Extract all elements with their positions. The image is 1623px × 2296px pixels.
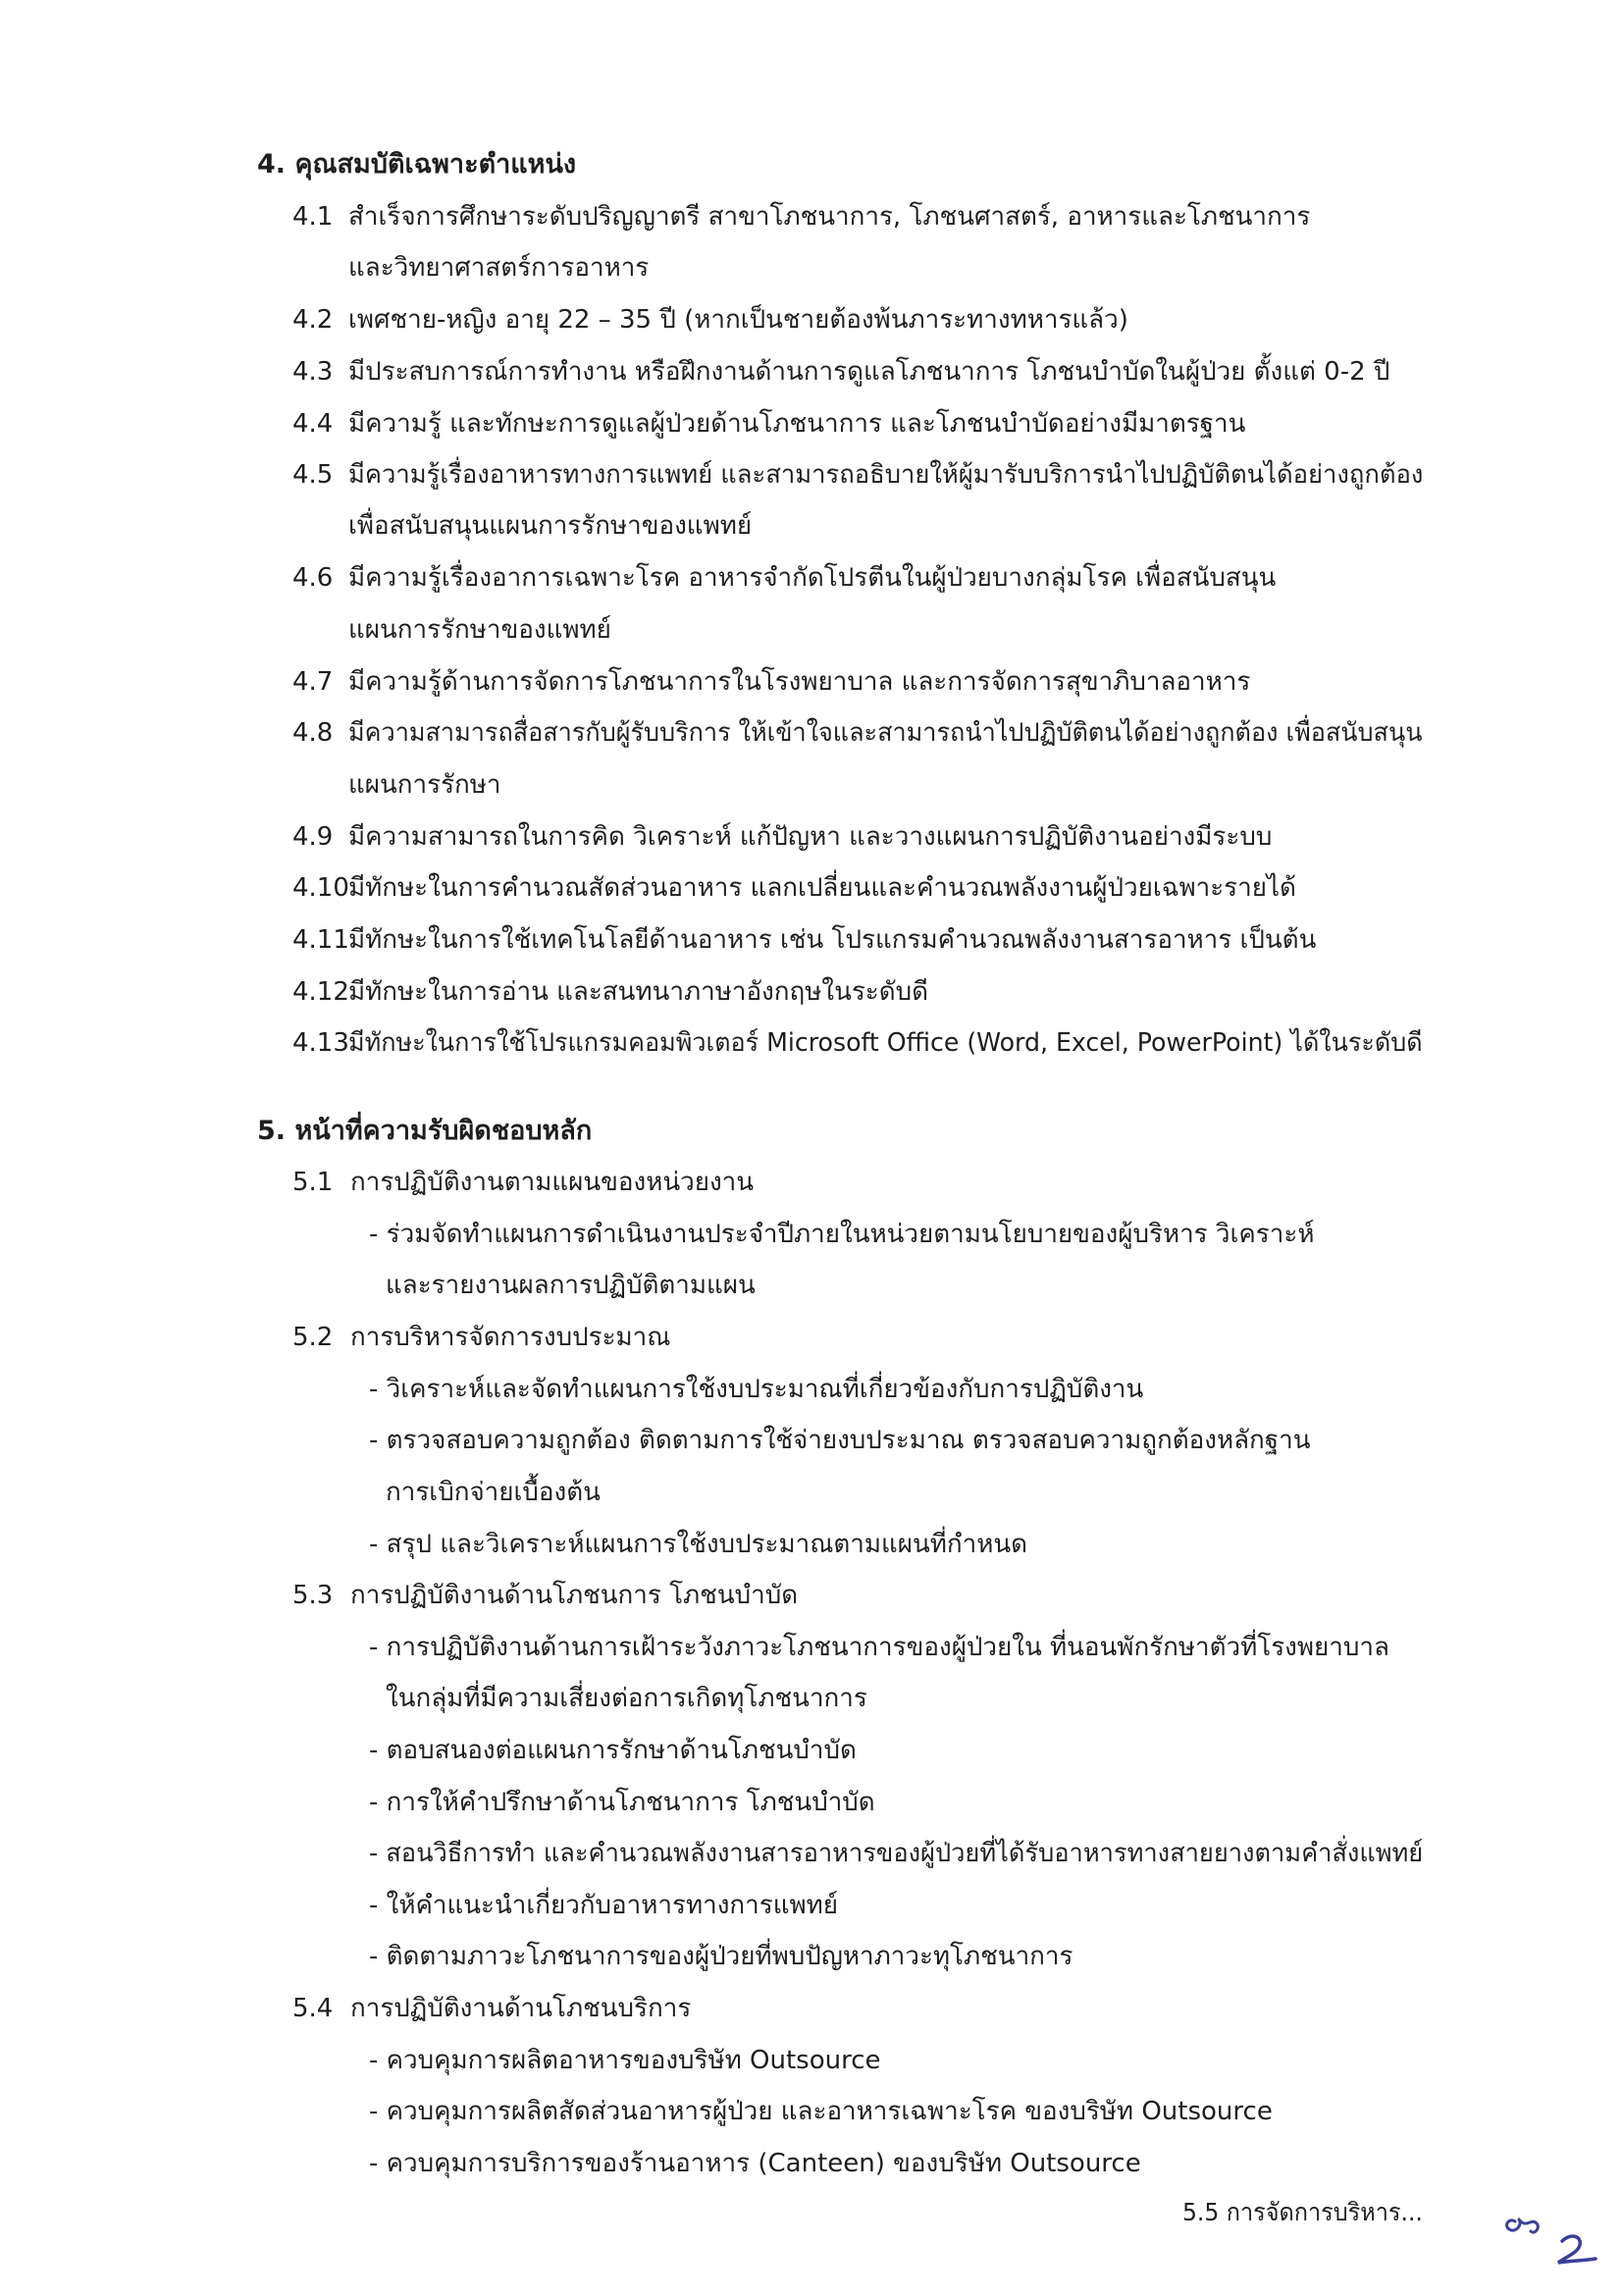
item-number: 4.13	[292, 1028, 349, 1058]
item-number: 4.6	[292, 563, 334, 593]
item-text: มีความรู้เรื่องอาหารทางการแพทย์ และสามารถอธิบายให้ผู้มารับบริการนำไปปฏิบัติตนได้อย่างถูกต้อง	[348, 460, 1424, 490]
bullet-item: - สรุป และวิเคราะห์แผนการใช้งบประมาณตามแผนที่กำหนด	[369, 1530, 1028, 1559]
bullet-item-continued: และรายงานผลการปฏิบัติตามแผน	[386, 1271, 756, 1300]
item-text-continued: และวิทยาศาสตร์การอาหาร	[348, 253, 650, 283]
bullet-item: - การให้คำปรึกษาด้านโภชนาการ โภชนบำบัด	[369, 1788, 875, 1817]
item-text: มีความสามารถสื่อสารกับผู้รับบริการ ให้เข้าใจและสามารถนำไปปฏิบัติตนได้อย่างถูกต้อง เพื่อสนับสนุน	[348, 718, 1423, 748]
subsection-number: 5.4	[292, 1994, 334, 2023]
item-number: 4.1	[292, 202, 334, 232]
item-text: มีความรู้เรื่องอาการเฉพาะโรค อาหารจำกัดโปรตีนในผู้ป่วยบางกลุ่มโรค เพื่อสนับสนุน	[348, 563, 1277, 593]
subsection-number: 5.1	[292, 1168, 334, 1197]
subsection-number: 5.2	[292, 1323, 334, 1352]
item-text: มีทักษะในการใช้โปรแกรมคอมพิวเตอร์ Microsoft Office (Word, Excel, PowerPoint) ได้ในระดับดี	[348, 1028, 1423, 1058]
item-number: 4.4	[292, 409, 334, 439]
bullet-item-continued: การเบิกจ่ายเบื้องต้น	[386, 1478, 601, 1507]
item-number: 4.3	[292, 357, 334, 387]
continuation-marker: 5.5 การจัดการบริหาร...	[1182, 2198, 1423, 2226]
bullet-item: - ตอบสนองต่อแผนการรักษาด้านโภชนบำบัด	[369, 1736, 857, 1765]
section-5-heading: 5. หน้าที่ความรับผิดชอบหลัก	[257, 1116, 593, 1146]
subsection-title: การปฏิบัติงานด้านโภชนบริการ	[350, 1994, 692, 2023]
section-4-heading: 4. คุณสมบัติเฉพาะตำแหน่ง	[257, 149, 577, 180]
item-number: 4.8	[292, 718, 334, 748]
bullet-item: - วิเคราะห์และจัดทำแผนการใช้งบประมาณที่เกี่ยวข้องกับการปฏิบัติงาน	[369, 1375, 1144, 1404]
bullet-item: - ควบคุมการผลิตอาหารของบริษัท Outsource	[369, 2046, 881, 2075]
subsection-title: การปฏิบัติงานด้านโภชนการ โภชนบำบัด	[350, 1581, 799, 1610]
item-text: มีประสบการณ์การทำงาน หรือฝึกงานด้านการดูแลโภชนาการ โภชนบำบัดในผู้ป่วย ตั้งแต่ 0-2 ปี	[348, 357, 1390, 387]
bullet-item: - ร่วมจัดทำแผนการดำเนินงานประจำปีภายในหน่วยตามนโยบายของผู้บริหาร วิเคราะห์	[369, 1220, 1315, 1249]
item-text: มีความรู้ และทักษะการดูแลผู้ป่วยด้านโภชนาการ และโภชนบำบัดอย่างมีมาตรฐาน	[348, 409, 1246, 439]
handwritten-initials	[1501, 2208, 1609, 2276]
bullet-item: - ตรวจสอบความถูกต้อง ติดตามการใช้จ่ายงบประมาณ ตรวจสอบความถูกต้องหลักฐาน	[369, 1426, 1311, 1455]
subsection-title: การปฏิบัติงานตามแผนของหน่วยงาน	[350, 1168, 755, 1197]
item-text: มีความสามารถในการคิด วิเคราะห์ แก้ปัญหา และวางแผนการปฏิบัติงานอย่างมีระบบ	[348, 822, 1273, 852]
bullet-item: - ควบคุมการผลิตสัดส่วนอาหารผู้ป่วย และอาหารเฉพาะโรค ของบริษัท Outsource	[369, 2097, 1273, 2126]
item-number: 4.5	[292, 460, 334, 490]
item-text: สำเร็จการศึกษาระดับปริญญาตรี สาขาโภชนาการ, โภชนศาสตร์, อาหารและโภชนาการ	[348, 202, 1311, 232]
subsection-title: การบริหารจัดการงบประมาณ	[350, 1323, 671, 1352]
item-number: 4.11	[292, 925, 349, 955]
item-number: 4.9	[292, 822, 334, 852]
bullet-item: - การปฏิบัติงานด้านการเฝ้าระวังภาวะโภชนาการของผู้ป่วยใน ที่นอนพักรักษาตัวที่โรงพยาบาล	[369, 1633, 1389, 1662]
item-text: มีทักษะในการใช้เทคโนโลยีด้านอาหาร เช่น โปรแกรมคำนวณพลังงานสารอาหาร เป็นต้น	[348, 925, 1317, 955]
item-number: 4.7	[292, 667, 334, 697]
bullet-item: - ควบคุมการบริการของร้านอาหาร (Canteen) ของบริษัท Outsource	[369, 2149, 1141, 2178]
item-number: 4.2	[292, 305, 334, 335]
item-text: มีทักษะในการคำนวณสัดส่วนอาหาร แลกเปลี่ยนและคำนวณพลังงานผู้ป่วยเฉพาะรายได้	[348, 873, 1296, 903]
item-text-continued: เพื่อสนับสนุนแผนการรักษาของแพทย์	[348, 511, 753, 541]
bullet-item: - ติดตามภาวะโภชนาการของผู้ป่วยที่พบปัญหาภาวะทุโภชนาการ	[369, 1942, 1073, 1971]
item-text: มีทักษะในการอ่าน และสนทนาภาษาอังกฤษในระดับดี	[348, 977, 929, 1007]
item-text: เพศชาย-หญิง อายุ 22 – 35 ปี (หากเป็นชายต้องพ้นภาระทางทหารแล้ว)	[348, 305, 1128, 335]
bullet-item-continued: ในกลุ่มที่มีความเสี่ยงต่อการเกิดทุโภชนาการ	[386, 1684, 867, 1713]
subsection-number: 5.3	[292, 1581, 334, 1610]
bullet-item: - สอนวิธีการทำ และคำนวณพลังงานสารอาหารของผู้ป่วยที่ได้รับอาหารทางสายยางตามคำสั่งแพทย์	[369, 1839, 1424, 1868]
item-text-continued: แผนการรักษา	[348, 770, 501, 800]
item-number: 4.12	[292, 977, 349, 1007]
item-text-continued: แผนการรักษาของแพทย์	[348, 615, 611, 645]
bullet-item: - ให้คำแนะนำเกี่ยวกับอาหารทางการแพทย์	[369, 1891, 838, 1920]
item-number: 4.10	[292, 873, 349, 903]
item-text: มีความรู้ด้านการจัดการโภชนาการในโรงพยาบาล และการจัดการสุขาภิบาลอาหาร	[348, 667, 1251, 697]
